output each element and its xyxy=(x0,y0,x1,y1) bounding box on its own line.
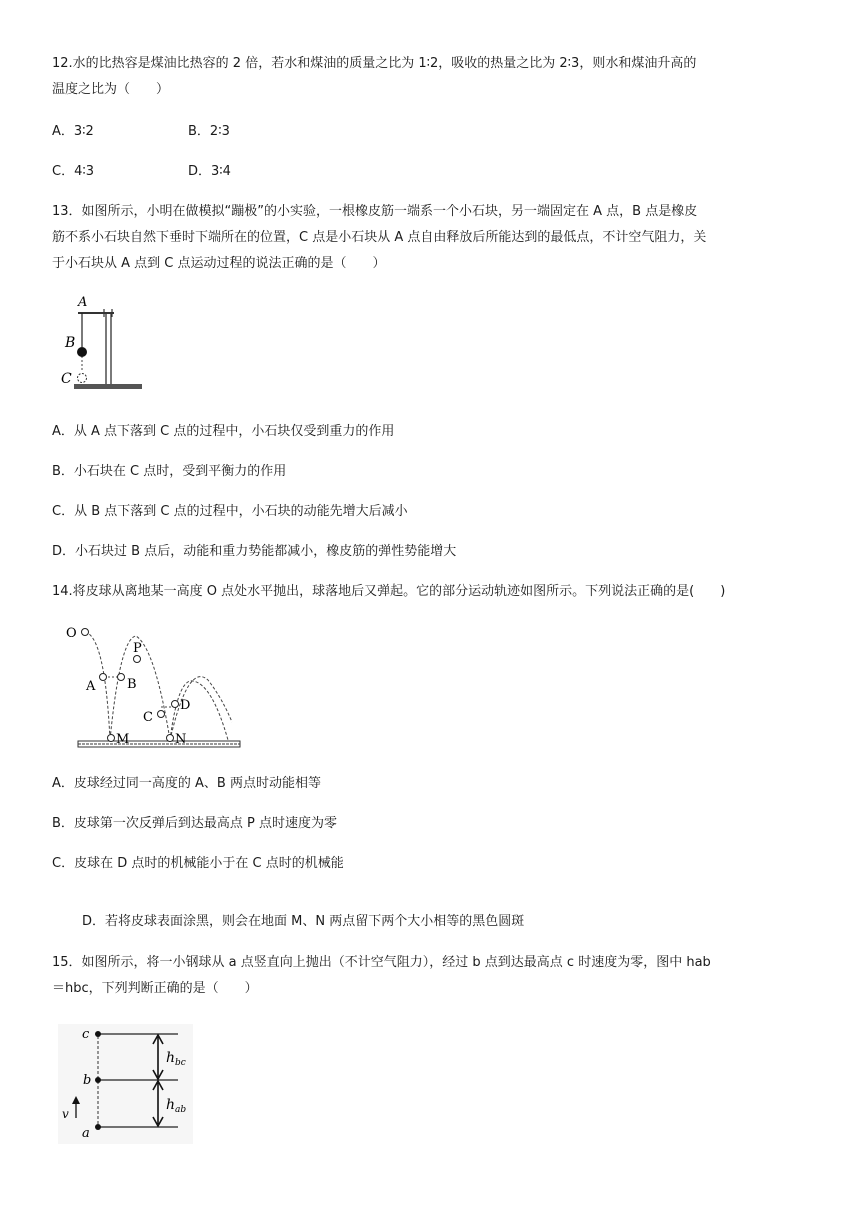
q13-option-a: A．从 A 点下落到 C 点的过程中，小石块仅受到重力的作用 xyxy=(52,424,395,439)
point-a xyxy=(95,1124,101,1130)
ball-at-p xyxy=(134,656,141,663)
q13-stem-line2: 筋不系小石块自然下垂时下端所在的位置，C 点是小石块从 A 点自由释放后所能达到的最低点，不计空气阻力，关 xyxy=(52,230,707,245)
q15-figure-vertical-throw xyxy=(58,1024,193,1144)
label-n: N xyxy=(175,732,187,747)
label-b: B xyxy=(127,677,137,692)
q14-figure-ball-trajectory xyxy=(60,618,250,753)
q12-option-b: B．2∶3 xyxy=(188,124,230,139)
label-p: P xyxy=(133,641,142,656)
q14-option-d: D．若将皮球表面涂黑，则会在地面 M、N 两点留下两个大小相等的黑色圆斑 xyxy=(82,914,525,929)
label-b: B xyxy=(65,335,76,351)
point-b xyxy=(95,1077,101,1083)
label-d: D xyxy=(180,698,191,713)
q13-stem-line3: 于小石块从 A 点到 C 点运动过程的说法正确的是（ ） xyxy=(52,256,386,271)
q12-option-c: C．4∶3 xyxy=(52,164,95,179)
ball-at-c xyxy=(158,711,165,718)
ball-at-a xyxy=(100,674,107,681)
q13-figure-bungee-stand xyxy=(56,294,146,394)
label-hab: $h_{ab}$ xyxy=(166,1097,187,1115)
point-c xyxy=(95,1031,101,1037)
stone-at-b xyxy=(77,347,87,357)
q14-stem: 14.将皮球从离地某一高度 O 点处水平抛出，球落地后又弹起。它的部分运动轨迹如图所示。下列说法正确的是( ) xyxy=(52,584,726,599)
q12-option-d: D．3∶4 xyxy=(188,164,231,179)
label-a: a xyxy=(82,1126,90,1141)
q14-option-a: A．皮球经过同一高度的 A、B 两点时动能相等 xyxy=(52,776,321,791)
label-hbc: $h_{bc}$ xyxy=(166,1050,186,1068)
q14-option-c: C．皮球在 D 点时的机械能小于在 C 点时的机械能 xyxy=(52,856,344,871)
q13-stem-line1: 13．如图所示，小明在做模拟“蹦极”的小实验，一根橡皮筋一端系一个小石块，另一端固定在 A 点，B 点是橡皮 xyxy=(52,204,698,219)
trajectory-path xyxy=(85,632,228,740)
q15-stem-line2: ＝hbc，下列判断正确的是（ ） xyxy=(52,981,258,996)
ball-at-o xyxy=(82,629,89,636)
ball-at-n xyxy=(167,735,174,742)
stone-at-c xyxy=(78,374,87,383)
ball-at-b xyxy=(118,674,125,681)
ball-at-m xyxy=(108,735,115,742)
q12-stem-line1: 12.水的比热容是煤油比热容的 2 倍，若水和煤油的质量之比为 1∶2，吸收的热量之比为 2∶3，则水和煤油升高的 xyxy=(52,56,697,71)
ball-at-d xyxy=(172,701,179,708)
q13-option-b: B．小石块在 C 点时，受到平衡力的作用 xyxy=(52,464,287,479)
label-c: C xyxy=(143,710,153,725)
label-b: b xyxy=(83,1073,92,1088)
label-v: v xyxy=(62,1107,69,1121)
label-c: C xyxy=(61,371,72,387)
q12-option-a: A．3∶2 xyxy=(52,124,94,139)
label-m: M xyxy=(116,732,130,747)
label-a: A xyxy=(78,295,88,310)
figure-background xyxy=(58,1024,193,1144)
q12-stem-line2: 温度之比为（ ） xyxy=(52,82,170,97)
label-o: O xyxy=(66,626,77,641)
q13-option-d: D．小石块过 B 点后，动能和重力势能都减小，橡皮筋的弹性势能增大 xyxy=(52,544,457,559)
label-a: A xyxy=(86,679,96,694)
stand-base xyxy=(74,384,142,389)
q13-option-c: C．从 B 点下落到 C 点的过程中，小石块的动能先增大后减小 xyxy=(52,504,408,519)
q14-option-b: B．皮球第一次反弹后到达最高点 P 点时速度为零 xyxy=(52,816,338,831)
q15-stem-line1: 15．如图所示，将一小钢球从 a 点竖直向上抛出（不计空气阻力），经过 b 点到达最高点 c 时速度为零，图中 hab xyxy=(52,955,711,970)
label-c: c xyxy=(82,1027,90,1042)
